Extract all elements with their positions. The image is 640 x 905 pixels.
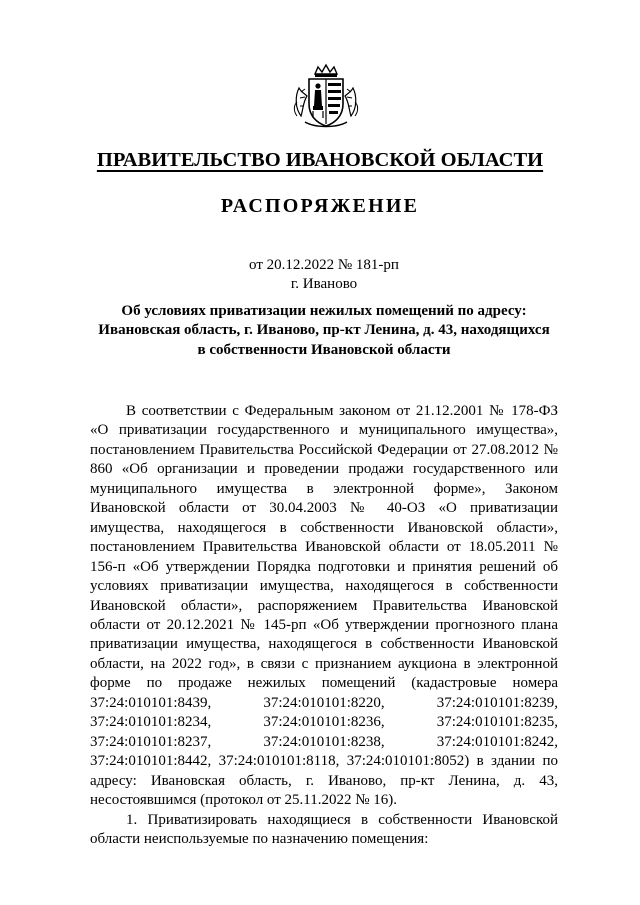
document-type: РАСПОРЯЖЕНИЕ xyxy=(220,195,420,217)
coat-of-arms-graphic xyxy=(291,62,361,132)
body-paragraph-item-1: 1. Приватизировать находящиеся в собственности Ивановской области неиспользуемые по назначению помещения: xyxy=(90,811,558,847)
document-body xyxy=(90,402,558,849)
subject-line-1: Об условиях приватизации нежилых помещений по адресу: xyxy=(121,303,527,319)
organization-title-text: ПРАВИТЕЛЬСТВО ИВАНОВСКОЙ ОБЛАСТИ xyxy=(96,149,544,171)
document-subject xyxy=(90,302,558,360)
city: г. Иваново xyxy=(290,276,358,292)
subject-line-3: в собственности Ивановской области xyxy=(197,341,451,358)
body-paragraph-preamble: В соответствии с Федеральным законом от 21.12.2001 № 178-ФЗ «О приватизации государственного и муниципального имущества», постановлением Правительства Российской Федерации от 27.08.2012 № 860 «Об организации и проведении продажи государственного или муниципального имущества в электронной форме», Законом Ивановской области от 30.04.2003 № 40-ОЗ «О приватизации имущества, находящегося в собственности Ивановской области», постановлением Правительства Ивановской области от 18.05.2011 № 156-п «Об утверждении Порядка подготовки и принятия решений об условиях приватизации имущества, находящегося в собственности Ивановской области», распоряжением Правительства Ивановской области от 20.12.2021 № 145-рп «Об утверждении прогнозного плана приватизации имущества, находящегося в собственности Ивановской области, на 2022 год», в связи с признанием аукциона в электронной форме по продаже нежилых помещений (кадастровые номера 37:24:010101:8439, 37:24:010101:8220, 37:24:010101:8239, 37:24:010101:8234, 37:24:010101:8236, 37:24:010101:8235, 37:24:010101:8237, 37:24:010101:8238, 37:24:010101:8242, 37:24:010101:8442, 37:24:010101:8118, 37:24:010101:8052) в здании по адресу: Ивановская область, г. Иваново, пр-кт Ленина, д. 43, несостоявшимся (протокол от 25.11.2022 № 16). xyxy=(90,403,558,809)
subject-line-2: Ивановская область, г. Иваново, пр-кт Ленина, д. 43, находящихся xyxy=(98,322,550,339)
date-number-block xyxy=(0,256,640,294)
coat-of-arms-icon xyxy=(291,62,361,132)
organization-title xyxy=(0,149,640,172)
date-number: от 20.12.2022 № 181-рп xyxy=(249,257,399,273)
